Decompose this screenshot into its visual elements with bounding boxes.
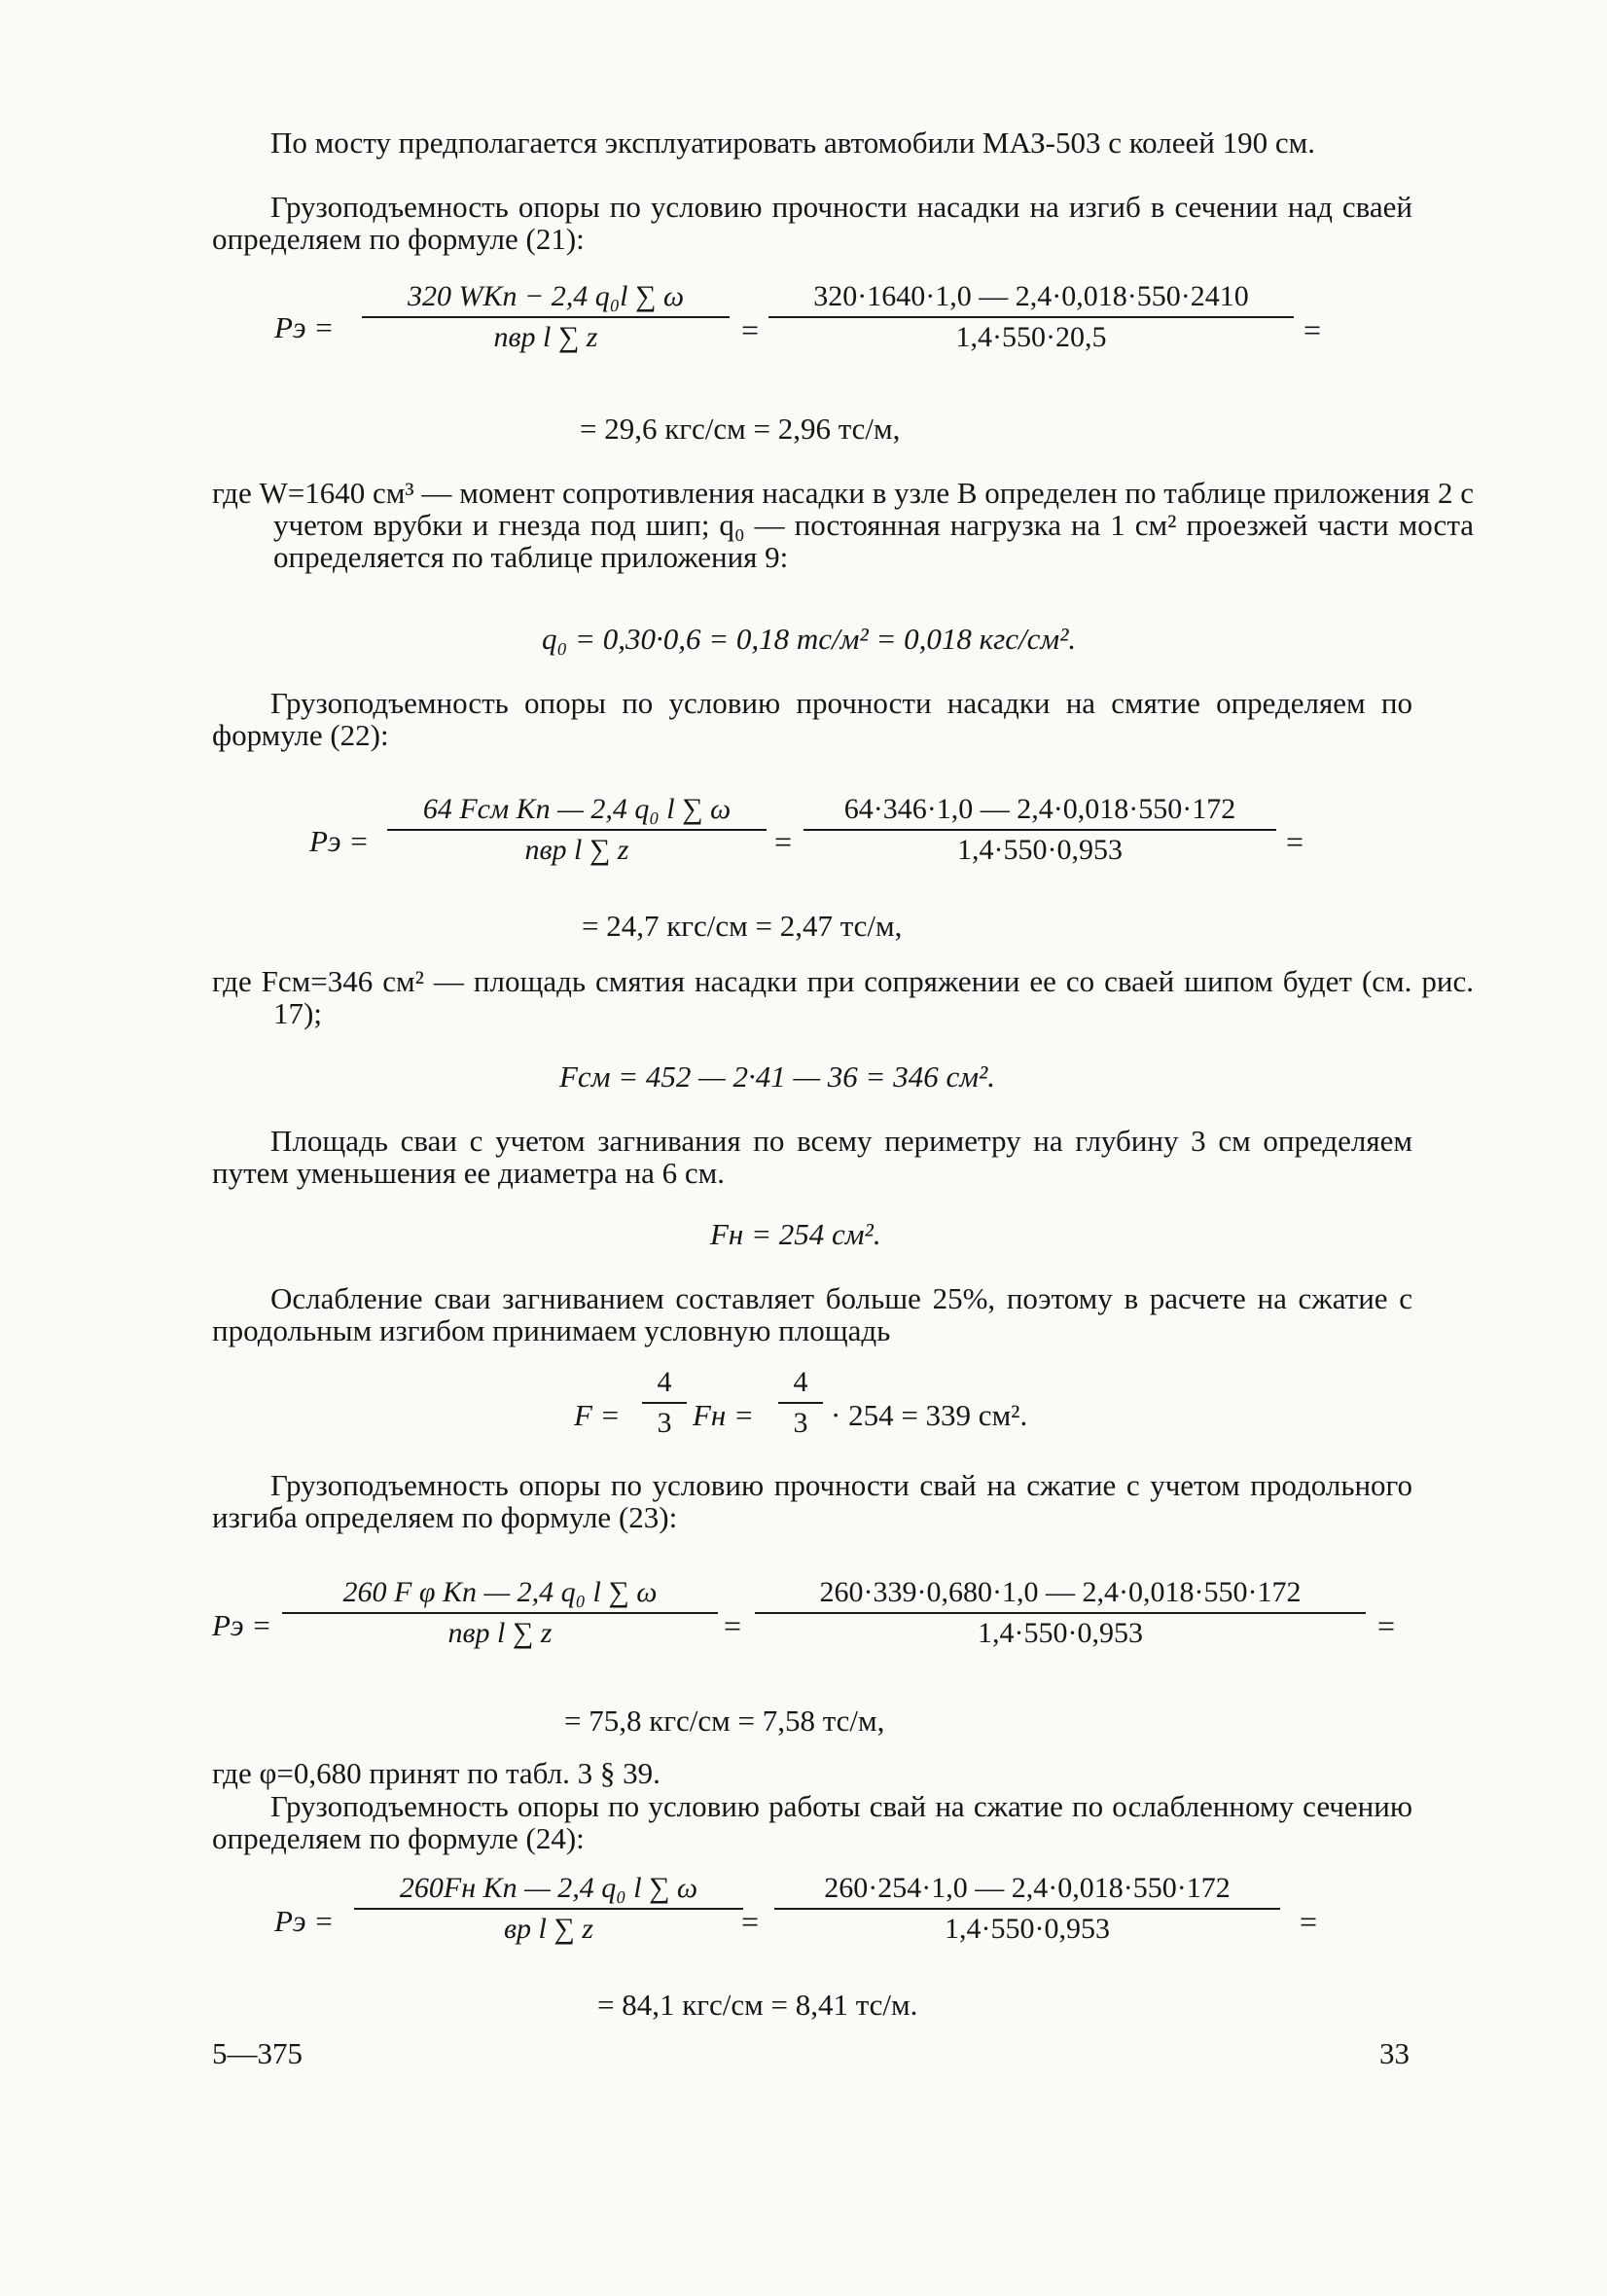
formula-23-equals-2: = xyxy=(1377,1608,1396,1643)
formula-24-equals-1: = xyxy=(741,1904,760,1939)
formula-21-result: = 29,6 кгс/см = 2,96 тс/м, xyxy=(580,412,901,446)
formula-24-result: = 84,1 кгс/см = 8,41 тс/м. xyxy=(597,1988,918,2022)
page-number: 33 xyxy=(1379,2036,1410,2070)
formula-24-numeric-denominator: 1,4·550·0,953 xyxy=(945,1913,1110,1945)
formula-22-equals-2: = xyxy=(1286,824,1304,859)
formula-22-numeric-fraction xyxy=(804,793,1276,867)
formula-21-lhs: Pэ = xyxy=(274,310,335,344)
formula-22-symbolic-fraction xyxy=(387,793,767,867)
formula-24-numeric-numerator: 260·254·1,0 — 2,4·0,018·550·172 xyxy=(774,1872,1280,1910)
formula-area-fraction-2 xyxy=(778,1366,823,1440)
formula-23-result: = 75,8 кгс/см = 7,58 тс/м, xyxy=(564,1704,885,1738)
formula-23-equals-1: = xyxy=(724,1608,742,1643)
formula-area-fraction-2-numerator: 4 xyxy=(778,1366,823,1404)
formula-21-equals-1: = xyxy=(741,312,760,347)
formula-23-symbolic-numerator: 260 F φ Kп — 2,4 q₀ l ∑ ω xyxy=(282,1576,718,1614)
formula-24-lhs: Pэ = xyxy=(274,1904,335,1938)
footer-signature: 5—375 xyxy=(212,2036,303,2070)
formula-area-fraction-1-numerator: 4 xyxy=(642,1366,687,1404)
formula-24-numeric-fraction xyxy=(774,1872,1280,1946)
paragraph-where-w: где W=1640 см³ — момент сопротивления насадки в узле B определен по таблице приложения 2 с учетом врубки и гнезда под шип; q₀ — постоянная нагрузка на 1 см² проезжей части моста определяется по таблице приложения 9: xyxy=(212,476,1474,574)
paragraph-formula-21-intro: Грузоподъемность опоры по условию прочности насадки на изгиб в сечении над сваей определяем по формуле (21): xyxy=(212,190,1412,256)
formula-22-numeric-denominator: 1,4·550·0,953 xyxy=(957,834,1123,866)
formula-21-equals-2: = xyxy=(1303,312,1322,347)
formula-q0: q₀ = 0,30·0,6 = 0,18 тс/м² = 0,018 кгс/см². xyxy=(542,622,1077,656)
formula-area-fraction-2-denominator: 3 xyxy=(793,1407,808,1439)
paragraph-pile-area: Площадь сваи с учетом загнивания по всему периметру на глубину 3 см определяем путем уменьшения ее диаметра на 6 см. xyxy=(212,1124,1412,1190)
paragraph-where-fsm: где Fсм=346 см² — площадь смятия насадки при сопряжении ее со сваей шипом будет (см. рис. 17); xyxy=(212,964,1474,1030)
formula-22-equals-1: = xyxy=(774,824,793,859)
formula-22-result: = 24,7 кгс/см = 2,47 тс/м, xyxy=(582,909,903,943)
formula-area-lhs: F = xyxy=(574,1398,621,1432)
formula-21-numeric-fraction xyxy=(768,280,1294,354)
formula-fsm: Fсм = 452 — 2·41 — 36 = 346 см². xyxy=(559,1059,996,1094)
formula-23-lhs: Pэ = xyxy=(212,1608,272,1642)
formula-21-numeric-numerator: 320·1640·1,0 — 2,4·0,018·550·2410 xyxy=(768,280,1294,318)
formula-23-numeric-fraction xyxy=(755,1576,1366,1650)
formula-23-numeric-numerator: 260·339·0,680·1,0 — 2,4·0,018·550·172 xyxy=(755,1576,1366,1614)
formula-area-tail: · 254 = 339 см². xyxy=(831,1398,1028,1432)
formula-24-symbolic-denominator: вр l ∑ z xyxy=(504,1913,593,1945)
formula-21-numeric-denominator: 1,4·550·20,5 xyxy=(955,321,1107,353)
formula-24-equals-2: = xyxy=(1300,1904,1318,1939)
paragraph-formula-22-intro: Грузоподъемность опоры по условию прочности насадки на смятие определяем по формуле (22): xyxy=(212,686,1412,752)
formula-area-middle: Fн = xyxy=(693,1398,754,1432)
formula-21-symbolic-denominator: nвр l ∑ z xyxy=(493,321,598,353)
formula-22-symbolic-numerator: 64 Fсм Kп — 2,4 q₀ l ∑ ω xyxy=(387,793,767,831)
formula-22-numeric-numerator: 64·346·1,0 — 2,4·0,018·550·172 xyxy=(804,793,1276,831)
formula-23-numeric-denominator: 1,4·550·0,953 xyxy=(978,1617,1143,1649)
paragraph-formula-24-intro: Грузоподъемность опоры по условию работы свай на сжатие по ослабленному сечению определяем по формуле (24): xyxy=(212,1789,1412,1855)
formula-fn: Fн = 254 см². xyxy=(710,1217,881,1251)
formula-24-symbolic-numerator: 260Fн Kп — 2,4 q₀ l ∑ ω xyxy=(354,1872,743,1910)
formula-22-lhs: Pэ = xyxy=(309,824,370,858)
formula-21-symbolic-fraction xyxy=(362,280,730,354)
paragraph-weakening: Ослабление сваи загниванием составляет больше 25%, поэтому в расчете на сжатие с продольным изгибом принимаем условную площадь xyxy=(212,1281,1412,1347)
formula-area-fraction-1 xyxy=(642,1366,687,1440)
paragraph-where-phi: где φ=0,680 принят по табл. 3 § 39. xyxy=(212,1756,661,1790)
formula-23-symbolic-fraction xyxy=(282,1576,718,1650)
paragraph-intro: По мосту предполагается эксплуатировать автомобили МАЗ-503 с колеей 190 см. xyxy=(270,126,1315,160)
paragraph-formula-23-intro: Грузоподъемность опоры по условию прочности свай на сжатие с учетом продольного изгиба определяем по формуле (23): xyxy=(212,1468,1412,1534)
formula-23-symbolic-denominator: nвр l ∑ z xyxy=(447,1617,553,1649)
formula-24-symbolic-fraction xyxy=(354,1872,743,1946)
formula-21-symbolic-numerator: 320 WKп − 2,4 q₀l ∑ ω xyxy=(362,280,730,318)
formula-area-fraction-1-denominator: 3 xyxy=(657,1407,672,1439)
formula-22-symbolic-denominator: nвр l ∑ z xyxy=(524,834,629,866)
